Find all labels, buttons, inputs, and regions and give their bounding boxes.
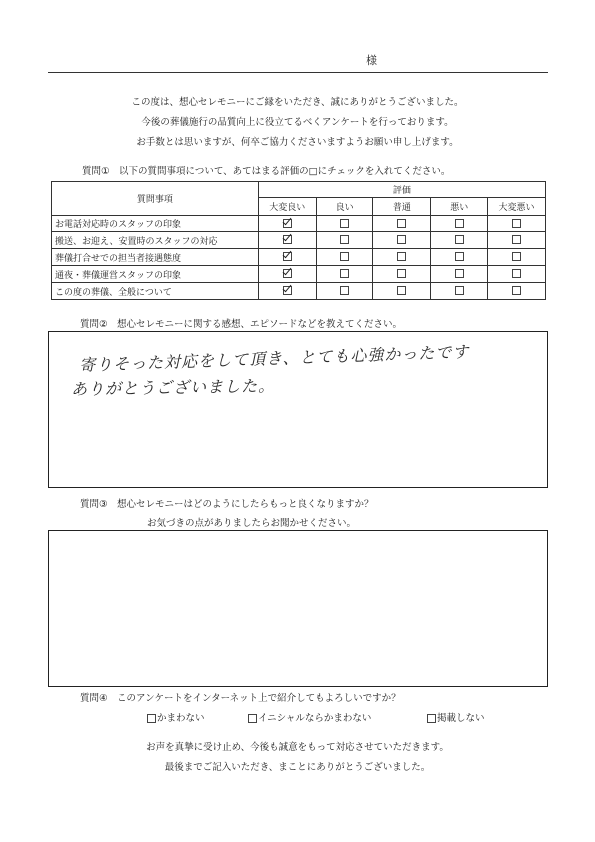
table-row	[52, 232, 546, 249]
rating-cell	[488, 216, 546, 232]
rating-cell	[488, 232, 546, 249]
checked-checkbox-icon[interactable]	[283, 235, 292, 244]
question-1-label: 質問① 以下の質問事項について、あてはまる評価の□にチェックを入れてください。	[82, 166, 451, 177]
option-allow[interactable]	[147, 710, 205, 724]
checkbox-icon[interactable]	[455, 235, 464, 244]
question-item: 葬儀打合せでの担当者接遇態度	[52, 249, 259, 266]
checkbox-icon[interactable]	[512, 286, 521, 295]
option-initials[interactable]	[248, 710, 371, 724]
rating-cell	[258, 232, 316, 249]
rating-cell	[258, 216, 316, 232]
checkbox-icon[interactable]	[397, 252, 406, 261]
closing-text	[0, 738, 595, 778]
option-decline[interactable]	[427, 710, 485, 724]
rating-label: 悪い	[431, 198, 488, 216]
table-row	[52, 266, 546, 283]
col-header-item: 質問事項	[52, 182, 259, 216]
rating-cell	[431, 232, 488, 249]
option-label: イニシャルならかまわない	[258, 713, 372, 724]
rating-cell	[373, 266, 431, 283]
option-label: かまわない	[157, 713, 205, 724]
checked-checkbox-icon[interactable]	[283, 252, 292, 261]
rating-label: 良い	[316, 198, 373, 216]
closing-line: お声を真摯に受け止め、今後も誠意をもって対応させていただきます。	[146, 742, 449, 753]
rating-cell	[316, 232, 373, 249]
checkbox-icon[interactable]	[455, 286, 464, 295]
question-item: 通夜・葬儀運営スタッフの印象	[52, 266, 259, 283]
rating-label: 普通	[373, 198, 431, 216]
checkbox-icon[interactable]	[397, 235, 406, 244]
table-row	[52, 216, 546, 232]
rating-cell	[373, 249, 431, 266]
question-4-label: 質問④ このアンケートをインターネット上で紹介してもよろしいですか？	[80, 693, 401, 704]
rating-cell	[258, 266, 316, 283]
rating-cell	[373, 283, 431, 300]
honorific: 様	[366, 54, 377, 67]
checkbox-icon[interactable]	[427, 714, 436, 723]
question-2-label: 質問② 想心セレモニーに関する感想、エピソードなどを教えてください。	[80, 319, 403, 330]
table-row	[52, 249, 546, 266]
rating-cell	[431, 266, 488, 283]
checkbox-icon[interactable]	[512, 269, 521, 278]
question-item: お電話対応時のスタッフの印象	[52, 216, 259, 232]
checked-checkbox-icon[interactable]	[283, 219, 292, 228]
checkbox-icon[interactable]	[512, 219, 521, 228]
option-label: 掲載しない	[437, 713, 485, 724]
checkbox-icon[interactable]	[512, 235, 521, 244]
rating-cell	[431, 249, 488, 266]
checkbox-icon[interactable]	[455, 252, 464, 261]
checkbox-icon[interactable]	[340, 219, 349, 228]
question-2-answer-box[interactable]	[48, 331, 548, 488]
intro-text	[0, 93, 595, 153]
question-3-answer-box[interactable]	[48, 530, 548, 687]
rating-label: 大変悪い	[488, 198, 546, 216]
checkbox-icon[interactable]	[248, 714, 257, 723]
checkbox-icon[interactable]	[397, 219, 406, 228]
rating-cell	[316, 216, 373, 232]
checked-checkbox-icon[interactable]	[283, 269, 292, 278]
checkbox-icon[interactable]	[455, 269, 464, 278]
name-line	[48, 72, 548, 73]
rating-cell	[431, 283, 488, 300]
rating-table	[51, 181, 546, 300]
col-header-rating: 評価	[258, 182, 545, 198]
intro-line: 今後の葬儀施行の品質向上に役立てるべくアンケートを行っております。	[141, 117, 454, 128]
rating-cell	[316, 249, 373, 266]
rating-cell	[488, 249, 546, 266]
question-3-sub: お気づきの点がありましたらお聞かせください。	[147, 518, 357, 529]
checkbox-icon[interactable]	[512, 252, 521, 261]
rating-cell	[258, 249, 316, 266]
checkbox-icon[interactable]	[340, 286, 349, 295]
rating-cell	[431, 216, 488, 232]
intro-line: お手数とは思いますが、何卒ご協力くださいますようお願い申し上げます。	[136, 137, 459, 148]
table-row	[52, 283, 546, 300]
handwritten-answer-line: 寄りそった対応をして頂き、とても心強かったです	[78, 342, 470, 375]
question-3-label: 質問③ 想心セレモニーはどのようにしたらもっと良くなりますか？	[80, 499, 374, 510]
rating-cell	[488, 283, 546, 300]
question-item: この度の葬儀、全般について	[52, 283, 259, 300]
checkbox-icon[interactable]	[147, 714, 156, 723]
rating-cell	[316, 266, 373, 283]
closing-line: 最後までご記入いただき、まことにありがとうございました。	[164, 762, 431, 773]
checkbox-icon[interactable]	[455, 219, 464, 228]
checkbox-icon[interactable]	[340, 252, 349, 261]
rating-cell	[373, 232, 431, 249]
rating-cell	[316, 283, 373, 300]
checked-checkbox-icon[interactable]	[283, 286, 292, 295]
rating-cell	[373, 216, 431, 232]
checkbox-icon[interactable]	[397, 286, 406, 295]
rating-cell	[258, 283, 316, 300]
rating-label: 大変良い	[258, 198, 316, 216]
intro-line: この度は、想心セレモニーにご縁をいただき、誠にありがとうございました。	[131, 97, 464, 108]
checkbox-icon[interactable]	[340, 269, 349, 278]
checkbox-icon[interactable]	[397, 269, 406, 278]
checkbox-icon[interactable]	[340, 235, 349, 244]
rating-cell	[488, 266, 546, 283]
handwritten-answer-line: ありがとうございました。	[70, 376, 276, 399]
question-item: 搬送、お迎え、安置時のスタッフの対応	[52, 232, 259, 249]
